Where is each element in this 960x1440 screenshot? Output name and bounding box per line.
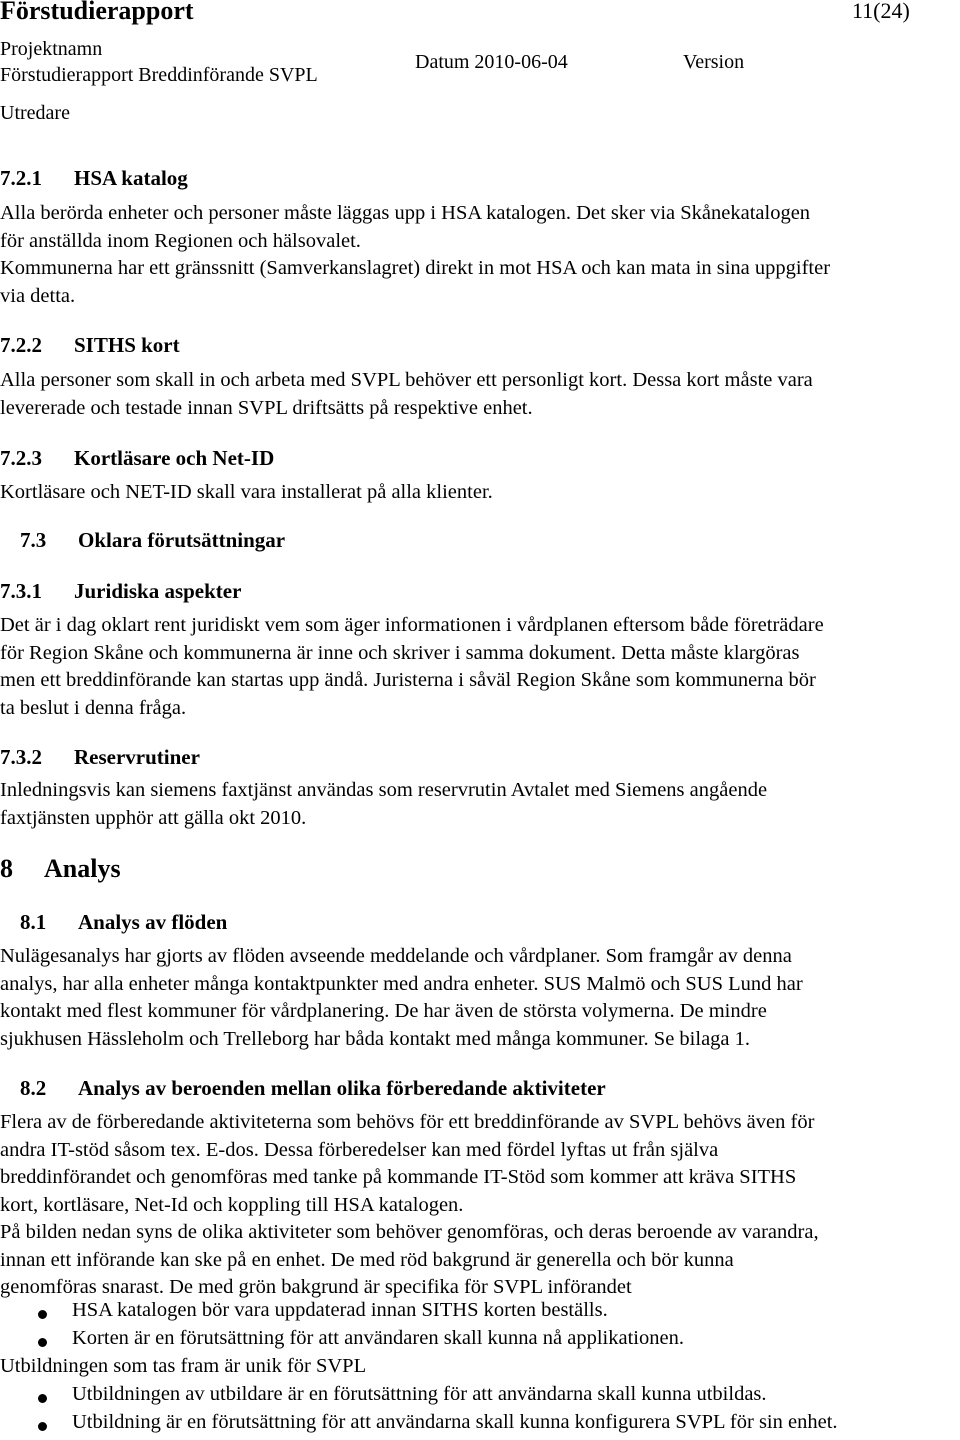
- version-label: Version: [683, 51, 745, 73]
- chapter-title: Analys: [44, 854, 121, 883]
- paragraph-line: Utbildningen som tas fram är unik för SVPL: [0, 1355, 367, 1377]
- section-heading-7-3-2: [0, 745, 200, 770]
- section-title: Juridiska aspekter: [74, 579, 242, 603]
- section-body-7-2-3: [0, 479, 493, 507]
- section-heading-7-3: [20, 528, 285, 553]
- paragraph-line: Alla berörda enheter och personer måste läggas upp i HSA katalogen. Det sker via Skånekatalogen: [0, 202, 811, 224]
- paragraph-line: Kortläsare och NET-ID skall vara installerat på alla klienter.: [0, 481, 493, 503]
- section-number: 7.2.2: [0, 333, 42, 357]
- project-name: Förstudierapport Breddinförande SVPL: [0, 64, 318, 86]
- page-number: 11(24): [852, 0, 910, 23]
- section-number: 7.2.1: [0, 166, 42, 190]
- section-number: 7.3.2: [0, 745, 42, 769]
- section-number: 7.2.3: [0, 446, 42, 470]
- paragraph-line: innan ett införande kan ske på en enhet. De med röd bakgrund är generella och bör kunna: [0, 1248, 734, 1271]
- bullet-item: HSA katalogen bör vara uppdaterad innan SITHS korten beställs.: [72, 1299, 608, 1321]
- bullet-dot: [38, 1338, 47, 1347]
- document-title: Förstudierapport: [0, 0, 194, 25]
- section-body-7-2-2: [0, 367, 813, 422]
- section-heading-7-2-3: [0, 446, 274, 471]
- section-title: Oklara förutsättningar: [78, 528, 286, 552]
- project-label: Projektnamn: [0, 38, 103, 60]
- section-title: Kortläsare och Net-ID: [74, 446, 275, 470]
- paragraph-line: kontakt med flest kommuner för vårdplanering. De har även de största volymerna. De mindre: [0, 1000, 767, 1022]
- section-heading-7-2-2: [0, 333, 180, 358]
- bullet-dot: [38, 1394, 47, 1403]
- paragraph-line: faxtjänsten upphör att gälla okt 2010.: [0, 806, 307, 829]
- paragraph-line: via detta.: [0, 284, 76, 307]
- investigator-label: Utredare: [0, 102, 70, 124]
- paragraph-line: levererade och testade innan SVPL driftsätts på respektive enhet.: [0, 396, 533, 419]
- paragraph-line: analys, har alla enheter många kontaktpunkter med andra enheter. SUS Malmö och SUS Lund har: [0, 972, 803, 995]
- section-title: Analys av flöden: [78, 910, 228, 934]
- paragraph-line: genomföras snarast. De med grön bakgrund är specifika för SVPL införandet: [0, 1276, 632, 1298]
- paragraph-line: breddinförandet och genomföras med tanke på kommande IT-Stöd som kommer att kräva SITHS: [0, 1166, 797, 1188]
- section-title: HSA katalog: [74, 166, 188, 190]
- section-body-7-3-2: [0, 777, 767, 832]
- section-number: 8.2: [20, 1076, 47, 1100]
- paragraph-line: för Region Skåne och kommunerna är inne och skriver i samma dokument. Detta måste klargöras: [0, 641, 800, 664]
- section-heading-8-1: [20, 910, 227, 935]
- bullet-item: Korten är en förutsättning för att användaren skall kunna nå applikationen.: [72, 1327, 684, 1349]
- section-number: 7.3: [20, 528, 47, 552]
- bullet-dot: [38, 1310, 47, 1319]
- section-heading-7-3-1: [0, 579, 241, 604]
- section-heading-8-2: [20, 1076, 606, 1101]
- paragraph-line: för anställda inom Regionen och hälsovalet.: [0, 229, 361, 252]
- paragraph-line: sjukhusen Hässleholm och Trelleborg har båda kontakt med många kommuner. Se bilaga 1.: [0, 1027, 751, 1050]
- bullet-item: Utbildningen av utbildare är en förutsättning för att användarna skall kunna utbildas.: [72, 1383, 767, 1405]
- paragraph-line: ta beslut i denna fråga.: [0, 696, 187, 719]
- chapter-number: 8: [0, 854, 13, 883]
- section-title: Analys av beroenden mellan olika förberedande aktiviteter: [78, 1076, 606, 1100]
- paragraph-line: men ett breddinförande kan startas upp ändå. Juristerna i såväl Region Skåne som kommunerna bör: [0, 669, 816, 691]
- paragraph-line: Det är i dag oklart rent juridiskt vem som äger informationen i vårdplanen eftersom både företrädare: [0, 614, 824, 636]
- section-number: 7.3.1: [0, 579, 42, 603]
- chapter-heading-8: [0, 854, 121, 884]
- paragraph-line: Inledningsvis kan siemens faxtjänst användas som reservrutin Avtalet med Siemens angående: [0, 779, 768, 801]
- paragraph-line: Flera av de förberedande aktiviteterna som behövs för ett breddinförande av SVPL behövs även för: [0, 1111, 815, 1133]
- section-title: Reservrutiner: [74, 745, 200, 769]
- paragraph-line: kort, kortläsare, Net-Id och koppling till HSA katalogen.: [0, 1193, 464, 1216]
- section-body-8-1: [0, 943, 803, 1053]
- section-body-8-2: [0, 1109, 819, 1302]
- section-title: SITHS kort: [74, 333, 180, 357]
- paragraph-line: Kommunerna har ett gränssnitt (Samverkanslagret) direkt in mot HSA och kan mata in sina uppgifter: [0, 257, 831, 279]
- document-date: Datum 2010-06-04: [415, 51, 568, 73]
- paragraph-line: Alla personer som skall in och arbeta med SVPL behöver ett personligt kort. Dessa kort måste vara: [0, 369, 813, 391]
- bullet-dot: [38, 1422, 47, 1431]
- section-body-7-2-1: [0, 200, 830, 310]
- paragraph-line: På bilden nedan syns de olika aktiviteter som behöver genomföras, och deras beroende av varandra,: [0, 1221, 819, 1243]
- section-heading-7-2-1: [0, 166, 188, 191]
- bullet-item: Utbildning är en förutsättning för att användarna skall kunna konfigurera SVPL för sin enhet.: [72, 1411, 838, 1433]
- section-number: 8.1: [20, 910, 47, 934]
- paragraph-line: andra IT-stöd såsom tex. E-dos. Dessa förberedelser kan med fördel lyftas ut från själva: [0, 1138, 719, 1161]
- section-body-7-3-1: [0, 612, 824, 722]
- paragraph-line: Nulägesanalys har gjorts av flöden avseende meddelande och vårdplaner. Som framgår av denna: [0, 945, 792, 967]
